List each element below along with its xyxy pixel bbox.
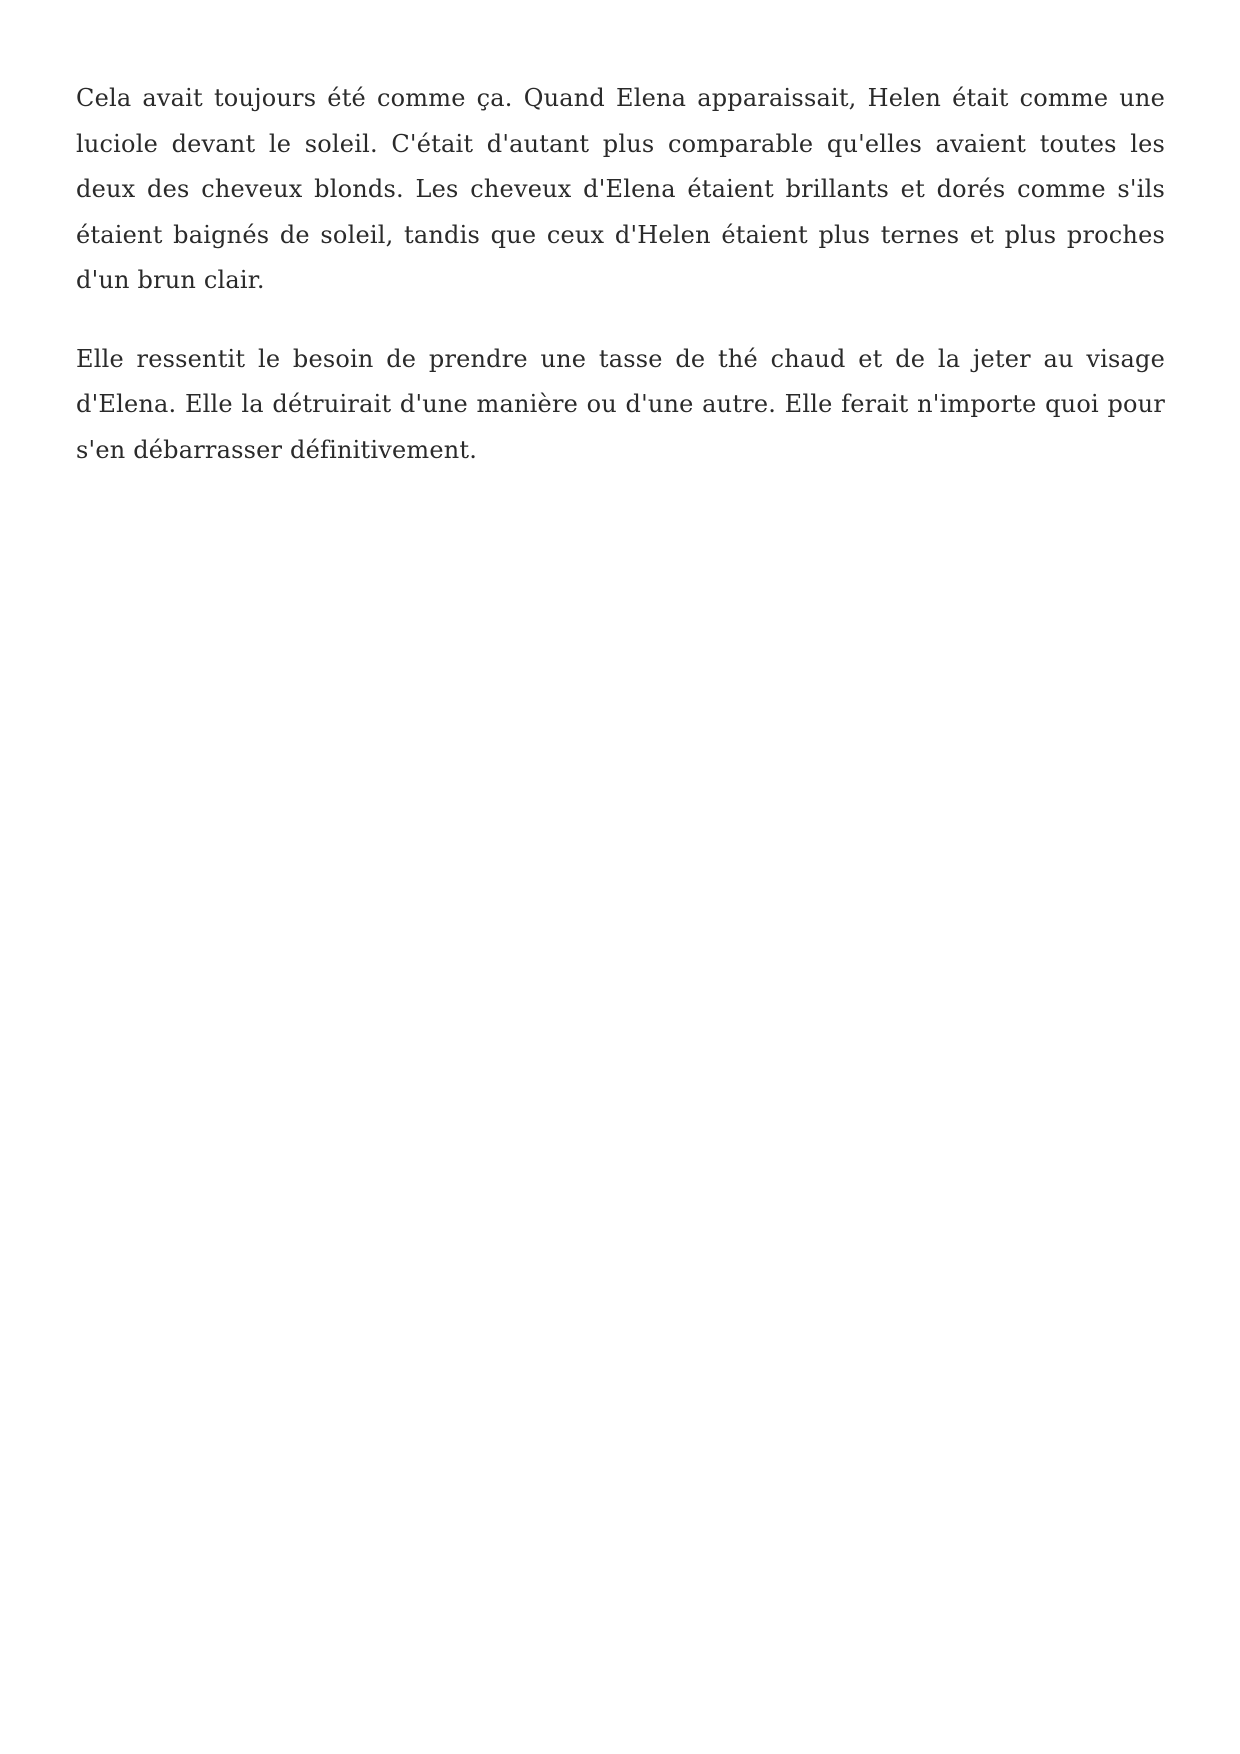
body-text <box>76 76 1165 473</box>
paragraph-1: Cela avait toujours été comme ça. Quand Elena apparaissait, Helen était comme une luciole devant le soleil. C'était d'autant plus comparable qu'elles avaient toutes les deux des cheveux blonds. Les cheveux d'Elena étaient brillants et dorés comme s'ils étaient baignés de soleil, tandis que ceux d'Helen étaient plus ternes et plus proches d'un brun clair. <box>76 84 1165 294</box>
paragraph-2: Elle ressentit le besoin de prendre une tasse de thé chaud et de la jeter au visage d'Elena. Elle la détruirait d'une manière ou d'une autre. Elle ferait n'importe quoi pour s'en débarrasser définitivement. <box>76 344 1165 464</box>
